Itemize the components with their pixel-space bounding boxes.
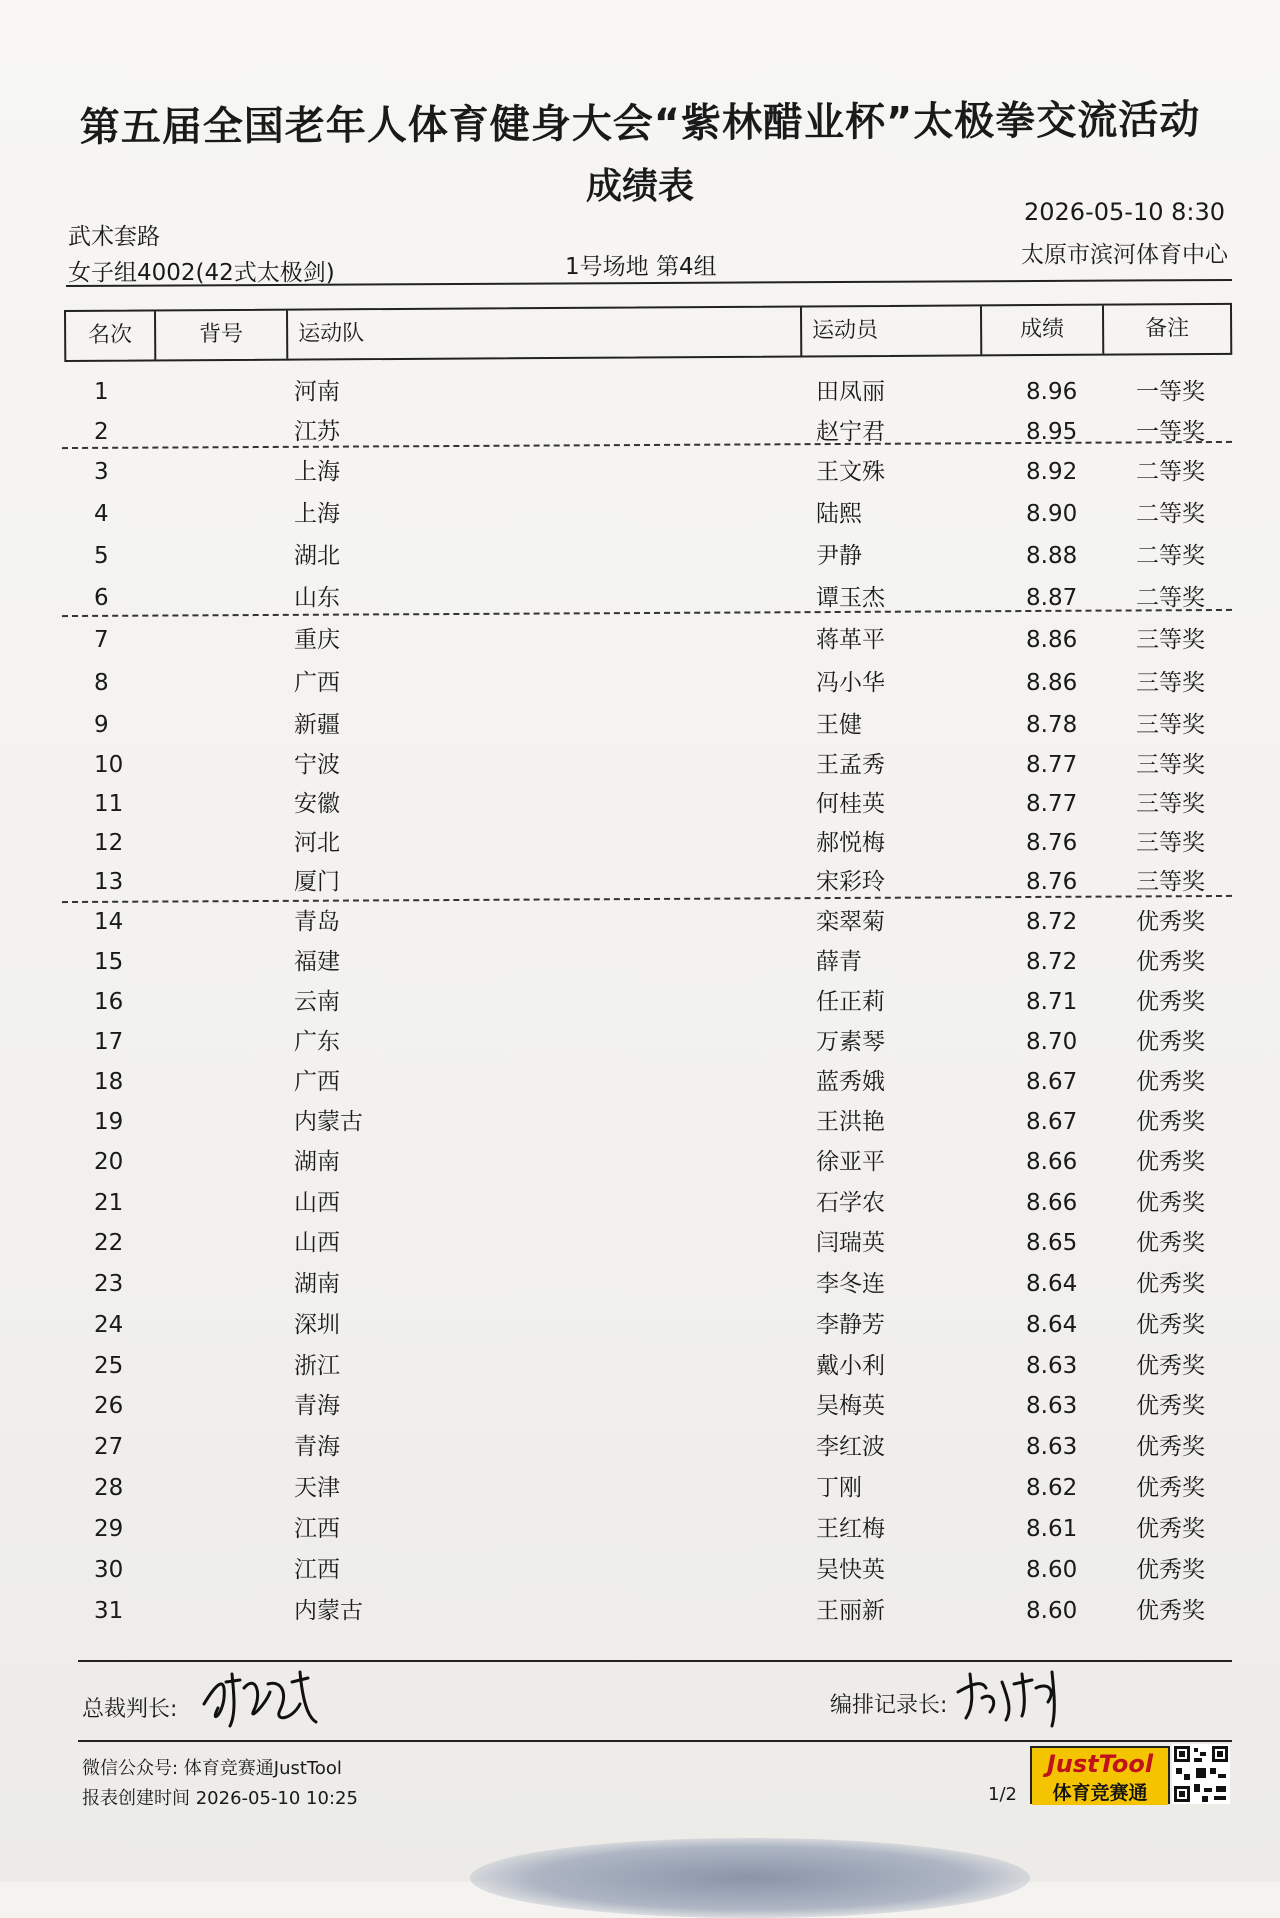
award-cell: 优秀奖 (1136, 1029, 1205, 1055)
column-header-athlete: 运动员 (802, 306, 982, 355)
award-cell: 三等奖 (1136, 670, 1205, 696)
rank-cell: 19 (94, 1109, 124, 1135)
team-cell: 安徽 (294, 791, 340, 817)
award-cell: 一等奖 (1136, 419, 1205, 445)
wechat-account: 微信公众号: 体育竞赛通JustTool (82, 1758, 342, 1779)
team-cell: 上海 (294, 501, 340, 527)
team-cell: 湖南 (294, 1149, 340, 1175)
table-row (64, 942, 1232, 982)
award-cell: 二等奖 (1136, 459, 1205, 485)
rank-cell: 7 (94, 627, 109, 653)
score-cell: 8.90 (1026, 501, 1078, 527)
athlete-cell: 戴小利 (816, 1353, 885, 1379)
score-cell: 8.72 (1026, 909, 1078, 935)
athlete-cell: 谭玉杰 (816, 585, 885, 611)
rank-cell: 28 (94, 1475, 124, 1501)
rank-cell: 31 (94, 1598, 124, 1624)
table-row (64, 1305, 1232, 1345)
table-row (64, 620, 1232, 660)
athlete-cell: 蒋革平 (816, 627, 885, 653)
page-number: 1/2 (988, 1784, 1017, 1805)
team-cell: 云南 (294, 989, 340, 1015)
report-created-time: 报表创建时间 2026-05-10 10:25 (82, 1788, 358, 1809)
award-cell: 优秀奖 (1136, 1353, 1205, 1379)
table-row (64, 1062, 1232, 1102)
athlete-cell: 薛青 (816, 949, 862, 975)
score-cell: 8.62 (1026, 1475, 1078, 1501)
team-cell: 宁波 (294, 752, 340, 778)
team-cell: 青海 (294, 1434, 340, 1460)
table-row (64, 452, 1232, 492)
table-row (64, 1591, 1232, 1631)
athlete-cell: 闫瑞英 (816, 1230, 885, 1256)
rank-cell: 3 (94, 459, 109, 485)
team-cell: 山东 (294, 585, 340, 611)
award-cell: 一等奖 (1136, 379, 1205, 405)
logo-brand-text: JustTool (1046, 1750, 1154, 1778)
score-cell: 8.70 (1026, 1029, 1078, 1055)
rank-cell: 9 (94, 712, 109, 738)
athlete-cell: 王文殊 (816, 459, 885, 485)
table-row (64, 1509, 1232, 1549)
athlete-cell: 冯小华 (816, 670, 885, 696)
event-datetime: 2026-05-10 8:30 (1024, 198, 1225, 226)
table-row (64, 536, 1232, 576)
team-cell: 内蒙古 (294, 1598, 363, 1624)
table-row (64, 745, 1232, 785)
rank-cell: 20 (94, 1149, 124, 1175)
award-cell: 三等奖 (1136, 752, 1205, 778)
rank-cell: 5 (94, 543, 109, 569)
team-cell: 江西 (294, 1557, 340, 1583)
award-cell: 二等奖 (1136, 585, 1205, 611)
score-cell: 8.66 (1026, 1149, 1078, 1175)
score-cell: 8.87 (1026, 585, 1078, 611)
table-row (64, 663, 1232, 703)
score-cell: 8.77 (1026, 752, 1078, 778)
rank-cell: 30 (94, 1557, 124, 1583)
award-cell: 优秀奖 (1136, 1149, 1205, 1175)
award-cell: 优秀奖 (1136, 989, 1205, 1015)
rank-cell: 12 (94, 830, 124, 856)
table-row (64, 1550, 1232, 1590)
score-cell: 8.67 (1026, 1109, 1078, 1135)
athlete-cell: 陆熙 (816, 501, 862, 527)
team-cell: 青岛 (294, 909, 340, 935)
rank-cell: 17 (94, 1029, 124, 1055)
team-cell: 厦门 (294, 869, 340, 895)
chief-judge-signature (196, 1664, 326, 1734)
column-header-rank: 名次 (66, 311, 156, 360)
score-cell: 8.76 (1026, 830, 1078, 856)
team-cell: 新疆 (294, 712, 340, 738)
athlete-cell: 何桂英 (816, 791, 885, 817)
score-cell: 8.63 (1026, 1353, 1078, 1379)
table-row (64, 1102, 1232, 1142)
event-name: 武术套路 (68, 224, 160, 250)
team-cell: 青海 (294, 1393, 340, 1419)
table-row (64, 494, 1232, 534)
athlete-cell: 丁刚 (816, 1475, 862, 1501)
award-cell: 三等奖 (1136, 712, 1205, 738)
table-row (64, 1427, 1232, 1467)
rank-cell: 26 (94, 1393, 124, 1419)
column-header-team: 运动队 (288, 307, 802, 358)
table-row (64, 1468, 1232, 1508)
team-cell: 内蒙古 (294, 1109, 363, 1135)
score-cell: 8.66 (1026, 1190, 1078, 1216)
team-cell: 湖北 (294, 543, 340, 569)
column-header-bib: 背号 (156, 311, 288, 360)
team-cell: 江苏 (294, 419, 340, 445)
athlete-cell: 蓝秀娥 (816, 1069, 885, 1095)
team-cell: 天津 (294, 1475, 340, 1501)
team-cell: 上海 (294, 459, 340, 485)
athlete-cell: 宋彩玲 (816, 869, 885, 895)
score-cell: 8.77 (1026, 791, 1078, 817)
team-cell: 重庆 (294, 627, 340, 653)
score-cell: 8.78 (1026, 712, 1078, 738)
award-cell: 优秀奖 (1136, 949, 1205, 975)
recorder-label: 编排记录长: (830, 1693, 948, 1718)
signature-divider-bottom (78, 1740, 1232, 1742)
rank-cell: 29 (94, 1516, 124, 1542)
column-header-remarks: 备注 (1145, 316, 1190, 342)
qr-code-icon (1172, 1744, 1230, 1804)
rank-cell: 4 (94, 501, 109, 527)
score-cell: 8.64 (1026, 1271, 1078, 1297)
score-cell: 8.86 (1026, 627, 1078, 653)
rank-cell: 11 (94, 791, 124, 817)
athlete-cell: 王丽新 (816, 1598, 885, 1624)
award-cell: 优秀奖 (1136, 1069, 1205, 1095)
team-cell: 广东 (294, 1029, 340, 1055)
table-row (64, 705, 1232, 745)
award-cell: 优秀奖 (1136, 1230, 1205, 1256)
team-cell: 深圳 (294, 1312, 340, 1338)
award-cell: 优秀奖 (1136, 1109, 1205, 1135)
award-cell: 优秀奖 (1136, 1475, 1205, 1501)
rank-cell: 13 (94, 869, 124, 895)
award-cell: 优秀奖 (1136, 1393, 1205, 1419)
rank-cell: 23 (94, 1271, 124, 1297)
score-cell: 8.86 (1026, 670, 1078, 696)
rank-cell: 24 (94, 1312, 124, 1338)
score-cell: 8.63 (1026, 1393, 1078, 1419)
score-cell: 8.72 (1026, 949, 1078, 975)
athlete-cell: 郝悦梅 (816, 830, 885, 856)
team-cell: 广西 (294, 670, 340, 696)
award-cell: 二等奖 (1136, 501, 1205, 527)
athlete-cell: 李冬连 (816, 1271, 885, 1297)
table-row (64, 1022, 1232, 1062)
score-cell: 8.92 (1026, 459, 1078, 485)
score-cell: 8.96 (1026, 379, 1078, 405)
athlete-cell: 赵宁君 (816, 419, 885, 445)
score-cell: 8.67 (1026, 1069, 1078, 1095)
photo-shadow (470, 1838, 1030, 1918)
score-cell: 8.71 (1026, 989, 1078, 1015)
athlete-cell: 王红梅 (816, 1516, 885, 1542)
venue-info: 1号场地 第4组 (565, 254, 717, 280)
rank-cell: 14 (94, 909, 124, 935)
athlete-cell: 万素琴 (816, 1029, 885, 1055)
award-cell: 优秀奖 (1136, 1271, 1205, 1297)
score-cell: 8.88 (1026, 543, 1078, 569)
rank-cell: 2 (94, 419, 109, 445)
team-cell: 浙江 (294, 1353, 340, 1379)
table-row (64, 1183, 1232, 1223)
rank-cell: 25 (94, 1353, 124, 1379)
recorder-signature (952, 1662, 1072, 1728)
award-cell: 优秀奖 (1136, 1516, 1205, 1542)
score-cell: 8.76 (1026, 869, 1078, 895)
award-cell: 三等奖 (1136, 627, 1205, 653)
team-cell: 湖南 (294, 1271, 340, 1297)
column-header-score: 成绩 (982, 306, 1104, 355)
award-cell: 优秀奖 (1136, 1312, 1205, 1338)
team-cell: 福建 (294, 949, 340, 975)
chief-judge-label: 总裁判长: (82, 1697, 178, 1722)
table-row (64, 823, 1232, 863)
award-cell: 二等奖 (1136, 543, 1205, 569)
table-row (64, 1346, 1232, 1386)
page-title: 第五届全国老年人体育健身大会“紫林醋业杯”太极拳交流活动 (79, 97, 1201, 151)
athlete-cell: 田凤丽 (816, 379, 885, 405)
rank-cell: 18 (94, 1069, 124, 1095)
team-cell: 山西 (294, 1230, 340, 1256)
athlete-cell: 王健 (816, 712, 862, 738)
event-location: 太原市滨河体育中心 (1021, 242, 1228, 268)
table-row (64, 1386, 1232, 1426)
athlete-cell: 吴梅英 (816, 1393, 885, 1419)
rank-cell: 15 (94, 949, 124, 975)
group-name: 女子组4002(42式太极剑) (68, 260, 335, 286)
award-cell: 优秀奖 (1136, 1434, 1205, 1460)
score-cell: 8.64 (1026, 1312, 1078, 1338)
award-cell: 三等奖 (1136, 791, 1205, 817)
table-row (64, 982, 1232, 1022)
rank-cell: 22 (94, 1230, 124, 1256)
athlete-cell: 尹静 (816, 543, 862, 569)
table-row (64, 1223, 1232, 1263)
score-cell: 8.95 (1026, 419, 1078, 445)
athlete-cell: 任正莉 (816, 989, 885, 1015)
page-subtitle: 成绩表 (585, 166, 694, 207)
score-cell: 8.63 (1026, 1434, 1078, 1460)
athlete-cell: 王孟秀 (816, 752, 885, 778)
score-cell: 8.61 (1026, 1516, 1078, 1542)
award-cell: 三等奖 (1136, 830, 1205, 856)
table-row (64, 372, 1232, 412)
rank-cell: 6 (94, 585, 109, 611)
table-row (64, 902, 1232, 942)
athlete-cell: 栾翠菊 (816, 909, 885, 935)
athlete-cell: 李静芳 (816, 1312, 885, 1338)
athlete-cell: 吴快英 (816, 1557, 885, 1583)
athlete-cell: 王洪艳 (816, 1109, 885, 1135)
score-cell: 8.65 (1026, 1230, 1078, 1256)
logo-subtext: 体育竞赛通 (1032, 1778, 1168, 1805)
rank-cell: 8 (94, 670, 109, 696)
team-cell: 河北 (294, 830, 340, 856)
table-row (64, 1142, 1232, 1182)
award-cell: 优秀奖 (1136, 1557, 1205, 1583)
award-cell: 优秀奖 (1136, 1190, 1205, 1216)
team-cell: 广西 (294, 1069, 340, 1095)
award-cell: 三等奖 (1136, 869, 1205, 895)
team-cell: 河南 (294, 379, 340, 405)
table-row (64, 784, 1232, 824)
team-cell: 山西 (294, 1190, 340, 1216)
rank-cell: 21 (94, 1190, 124, 1216)
award-cell: 优秀奖 (1136, 1598, 1205, 1624)
award-cell: 优秀奖 (1136, 909, 1205, 935)
rank-cell: 16 (94, 989, 124, 1015)
rank-cell: 27 (94, 1434, 124, 1460)
score-cell: 8.60 (1026, 1598, 1078, 1624)
rank-cell: 10 (94, 752, 124, 778)
rank-cell: 1 (94, 379, 109, 405)
table-row (64, 1264, 1232, 1304)
team-cell: 江西 (294, 1516, 340, 1542)
score-cell: 8.60 (1026, 1557, 1078, 1583)
athlete-cell: 石学农 (816, 1190, 885, 1216)
athlete-cell: 李红波 (816, 1434, 885, 1460)
justtool-logo (1030, 1746, 1170, 1804)
athlete-cell: 徐亚平 (816, 1149, 885, 1175)
